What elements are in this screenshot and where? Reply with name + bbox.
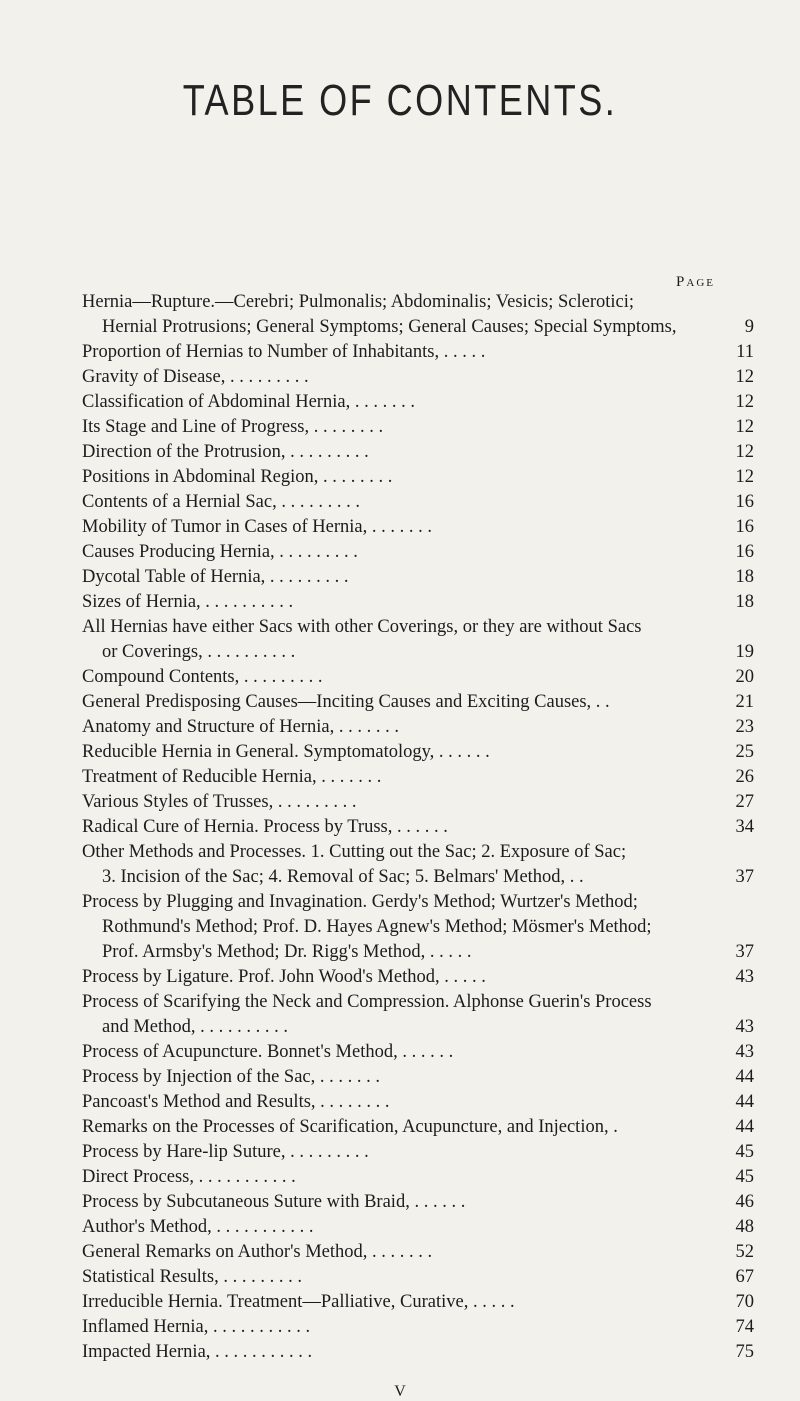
toc-entry	[0, 1240, 754, 1265]
toc-entry-title: Process by Subcutaneous Suture with Braid, . . . . . .	[82, 1192, 466, 1212]
toc-entry-title: Proportion of Hernias to Number of Inhabitants, . . . . .	[82, 342, 486, 362]
page-title: TABLE OF CONTENTS.	[182, 76, 618, 125]
toc-entry	[0, 1140, 754, 1165]
toc-entry-title: Process by Hare-lip Suture, . . . . . . . . .	[82, 1142, 369, 1162]
toc-entry-page: 45	[735, 1142, 754, 1162]
page-column-label: Page	[676, 274, 715, 290]
toc-entry-continuation: 3. Incision of the Sac; 4. Removal of Sac; 5. Belmars' Method, . .	[102, 867, 584, 887]
toc-entry-page: 44	[735, 1117, 754, 1137]
toc-entry-title: Causes Producing Hernia, . . . . . . . . .	[82, 542, 358, 562]
toc-entry-page: 52	[735, 1242, 754, 1262]
toc-entry	[0, 1065, 754, 1090]
toc-entry	[0, 1315, 754, 1340]
toc-entry	[0, 1165, 754, 1190]
toc-entry	[0, 1265, 754, 1290]
toc-entry-page: 34	[735, 817, 754, 837]
toc-entry	[0, 290, 754, 340]
toc-entry	[0, 565, 754, 590]
toc-entry	[0, 465, 754, 490]
toc-entry-title: Process by Ligature. Prof. John Wood's Method, . . . . .	[82, 967, 486, 987]
toc-entry-title: Process of Acupuncture. Bonnet's Method, . . . . . .	[82, 1042, 454, 1062]
toc-entry-title: Its Stage and Line of Progress, . . . . . . . .	[82, 417, 384, 437]
toc-entry	[0, 1215, 754, 1240]
toc-entry-title: Compound Contents, . . . . . . . . .	[82, 667, 323, 687]
toc-entry	[0, 615, 754, 665]
toc-entry-title: All Hernias have either Sacs with other Coverings, or they are without Sacs	[82, 617, 642, 637]
toc-entry-title: Hernia—Rupture.—Cerebri; Pulmonalis; Abdominalis; Vesicis; Sclerotici;	[82, 292, 635, 312]
toc-entry-page: 11	[736, 342, 754, 362]
toc-entry-title: Other Methods and Processes. 1. Cutting out the Sac; 2. Exposure of Sac;	[82, 842, 627, 862]
toc-entry	[0, 1115, 754, 1140]
toc-entry-title: Direct Process, . . . . . . . . . . .	[82, 1167, 296, 1187]
toc-entry	[0, 1190, 754, 1215]
toc-entry	[0, 815, 754, 840]
toc-entry-title: Reducible Hernia in General. Symptomatology, . . . . . .	[82, 742, 490, 762]
toc-entry	[0, 715, 754, 740]
toc-entry-page: 12	[735, 417, 754, 437]
toc-entry	[0, 490, 754, 515]
toc-entry	[0, 440, 754, 465]
toc-entry	[0, 790, 754, 815]
toc-entry	[0, 1290, 754, 1315]
toc-entry-title: Remarks on the Processes of Scarification, Acupuncture, and Injection, .	[82, 1117, 618, 1137]
toc-entry	[0, 1340, 754, 1365]
toc-entry	[0, 1040, 754, 1065]
toc-entry-page: 45	[735, 1167, 754, 1187]
toc-entry	[0, 690, 754, 715]
toc-entry-title: Mobility of Tumor in Cases of Hernia, . . . . . . .	[82, 517, 432, 537]
toc-entry-title: Dycotal Table of Hernia, . . . . . . . . .	[82, 567, 349, 587]
toc-entry-page: 44	[735, 1067, 754, 1087]
toc-entry-title: Pancoast's Method and Results, . . . . . . . .	[82, 1092, 390, 1112]
toc-entry	[0, 765, 754, 790]
toc-entry-page: 46	[735, 1192, 754, 1212]
toc-entry-page: 16	[735, 517, 754, 537]
toc-entry-continuation: Rothmund's Method; Prof. D. Hayes Agnew's Method; Mösmer's Method;	[102, 917, 652, 937]
toc-entry-continuation: and Method, . . . . . . . . . .	[102, 1017, 289, 1037]
toc-entry-page: 67	[735, 1267, 754, 1287]
toc-entry-title: Author's Method, . . . . . . . . . . .	[82, 1217, 314, 1237]
toc-entry	[0, 365, 754, 390]
toc-entry-page: 19	[735, 642, 754, 662]
toc-entry-page: 18	[735, 592, 754, 612]
toc-entry-page: 37	[735, 942, 754, 962]
toc-entry	[0, 890, 754, 965]
toc-entry	[0, 665, 754, 690]
toc-entry	[0, 840, 754, 890]
toc-entry	[0, 515, 754, 540]
toc-entry-title: Direction of the Protrusion, . . . . . . . . .	[82, 442, 369, 462]
toc-entry	[0, 1090, 754, 1115]
toc-entry-title: Process by Injection of the Sac, . . . . . . .	[82, 1067, 380, 1087]
toc-entry-title: Inflamed Hernia, . . . . . . . . . . .	[82, 1317, 311, 1337]
toc-entry-page: 9	[744, 317, 754, 337]
toc-entry-page: 23	[735, 717, 754, 737]
toc-entry-title: Classification of Abdominal Hernia, . . . . . . .	[82, 392, 415, 412]
page-folio: V	[394, 1383, 406, 1400]
toc-entry-page: 37	[735, 867, 754, 887]
toc-entry-title: General Remarks on Author's Method, . . . . . . .	[82, 1242, 433, 1262]
toc-entry-title: Radical Cure of Hernia. Process by Truss, . . . . . .	[82, 817, 448, 837]
toc-entry-title: Various Styles of Trusses, . . . . . . . . .	[82, 792, 357, 812]
toc-entry-title: Impacted Hernia, . . . . . . . . . . .	[82, 1342, 313, 1362]
toc-entry-title: Treatment of Reducible Hernia, . . . . . . .	[82, 767, 382, 787]
toc-entry-title: Contents of a Hernial Sac, . . . . . . . . .	[82, 492, 360, 512]
toc-entry-continuation: Hernial Protrusions; General Symptoms; General Causes; Special Symptoms,	[102, 317, 677, 337]
toc-entry-continuation: or Coverings, . . . . . . . . . .	[102, 642, 296, 662]
toc-entry	[0, 740, 754, 765]
toc-entry-title: Sizes of Hernia, . . . . . . . . . .	[82, 592, 294, 612]
toc-entry	[0, 990, 754, 1040]
toc-entry-title: Process of Scarifying the Neck and Compression. Alphonse Guerin's Process	[82, 992, 652, 1012]
toc-entry	[0, 965, 754, 990]
toc-entry-page: 43	[735, 1042, 754, 1062]
toc-entry-page: 44	[735, 1092, 754, 1112]
toc-entry-page: 21	[735, 692, 754, 712]
toc-entry-page: 48	[735, 1217, 754, 1237]
toc-entry-title: Irreducible Hernia. Treatment—Palliative, Curative, . . . . .	[82, 1292, 515, 1312]
toc-entry-title: Anatomy and Structure of Hernia, . . . . . . .	[82, 717, 399, 737]
toc-entry-page: 25	[735, 742, 754, 762]
toc-entry-page: 43	[735, 1017, 754, 1037]
toc-entry	[0, 590, 754, 615]
toc-entry-page: 74	[735, 1317, 754, 1337]
toc-entry	[0, 340, 754, 365]
toc-entry-page: 12	[735, 442, 754, 462]
toc-entry-title: Positions in Abdominal Region, . . . . . . . .	[82, 467, 393, 487]
toc-entry-page: 12	[735, 467, 754, 487]
toc-entry-page: 12	[735, 392, 754, 412]
toc-entry-page: 43	[735, 967, 754, 987]
toc-entry	[0, 415, 754, 440]
toc-entry-title: Gravity of Disease, . . . . . . . . .	[82, 367, 309, 387]
toc-list	[0, 290, 800, 1365]
toc-entry-title: Statistical Results, . . . . . . . . .	[82, 1267, 302, 1287]
toc-entry-title: General Predisposing Causes—Inciting Causes and Exciting Causes, . .	[82, 692, 610, 712]
toc-entry	[0, 390, 754, 415]
toc-entry-title: Process by Plugging and Invagination. Gerdy's Method; Wurtzer's Method;	[82, 892, 638, 912]
toc-entry-page: 26	[735, 767, 754, 787]
toc-entry-page: 75	[735, 1342, 754, 1362]
toc-entry-page: 20	[735, 667, 754, 687]
toc-entry-page: 12	[735, 367, 754, 387]
toc-entry-continuation: Prof. Armsby's Method; Dr. Rigg's Method, . . . . .	[102, 942, 472, 962]
toc-entry-page: 18	[735, 567, 754, 587]
toc-entry-page: 27	[735, 792, 754, 812]
toc-entry-page: 16	[735, 542, 754, 562]
toc-entry-page: 16	[735, 492, 754, 512]
toc-entry-page: 70	[735, 1292, 754, 1312]
toc-entry	[0, 540, 754, 565]
